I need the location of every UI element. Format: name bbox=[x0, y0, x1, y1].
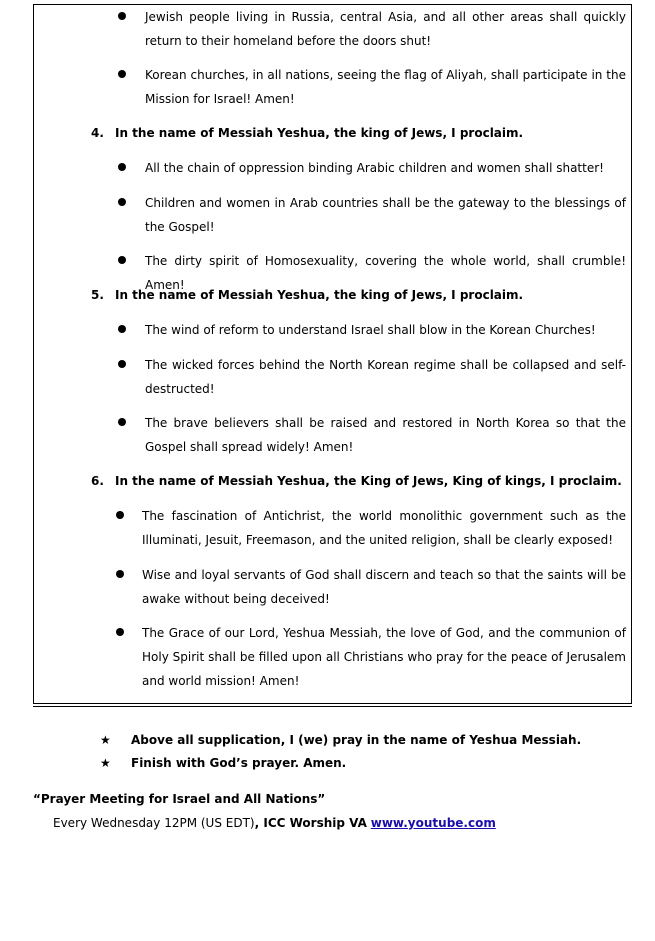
meeting-schedule: Every Wednesday 12PM (US EDT) bbox=[53, 816, 255, 830]
closing-text: Above all supplication, I (we) pray in the name of Yeshua Messiah. bbox=[131, 733, 582, 747]
prayer-bullet: The wicked forces behind the North Korean regime shall be collapsed and self-destructed! bbox=[145, 358, 626, 396]
closing-line bbox=[100, 730, 581, 750]
youtube-link[interactable]: www.youtube.com bbox=[370, 816, 496, 830]
section-number: 4. bbox=[91, 126, 104, 140]
section-number: 5. bbox=[91, 288, 104, 302]
bullet-dot bbox=[117, 324, 127, 334]
bullet-dot bbox=[117, 11, 127, 21]
bullet-dot bbox=[115, 510, 125, 520]
prayer-bullet: The fascination of Antichrist, the world monolithic government such as the Illuminati, Jesuit, Freemason, and the united religion, shall be clearly exposed! bbox=[142, 509, 626, 547]
prayer-bullet: The dirty spirit of Homosexuality, covering the whole world, shall crumble! Amen! bbox=[145, 254, 626, 292]
section-heading-text: In the name of Messiah Yeshua, the king of Jews, I proclaim. bbox=[115, 126, 524, 140]
section-heading-text: In the name of Messiah Yeshua, the King of Jews, King of kings, I proclaim. bbox=[115, 474, 622, 488]
bullet-dot bbox=[117, 255, 127, 265]
bullet-dot bbox=[117, 197, 127, 207]
bullet-dot bbox=[115, 627, 125, 637]
section-number: 6. bbox=[91, 474, 104, 488]
prayer-bullet: All the chain of oppression binding Arabic children and women shall shatter! bbox=[145, 161, 604, 175]
section-heading-5 bbox=[91, 285, 523, 305]
divider-line bbox=[33, 706, 632, 707]
meeting-title: “Prayer Meeting for Israel and All Nations” bbox=[33, 792, 326, 806]
bullet-dot bbox=[117, 69, 127, 79]
bullet-dot bbox=[115, 569, 125, 579]
bullet-dot bbox=[117, 162, 127, 172]
section-heading-6 bbox=[91, 471, 622, 491]
separator: , bbox=[254, 816, 264, 830]
prayer-bullet: Korean churches, in all nations, seeing the flag of Aliyah, shall participate in the Mission for Israel! Amen! bbox=[145, 68, 626, 106]
closing-text: Finish with God’s prayer. Amen. bbox=[131, 756, 347, 770]
bullet-dot bbox=[117, 359, 127, 369]
prayer-bullet: Jewish people living in Russia, central Asia, and all other areas shall quickly return to their homeland before the doors shut! bbox=[145, 10, 626, 48]
meeting-venue: ICC Worship VA bbox=[263, 816, 367, 830]
prayer-bullet: The brave believers shall be raised and restored in North Korea so that the Gospel shall spread widely! Amen! bbox=[145, 416, 626, 454]
section-heading-text: In the name of Messiah Yeshua, the king of Jews, I proclaim. bbox=[115, 288, 524, 302]
star-icon: ★ bbox=[100, 733, 111, 747]
meeting-details bbox=[53, 813, 496, 833]
section-heading-4 bbox=[91, 123, 523, 143]
prayer-bullet: Children and women in Arab countries shall be the gateway to the blessings of the Gospel! bbox=[145, 196, 626, 234]
prayer-bullet: The Grace of our Lord, Yeshua Messiah, the love of God, and the communion of Holy Spirit shall be filled upon all Christians who pray for the peace of Jerusalem and world mission! Amen! bbox=[142, 626, 626, 688]
bullet-dot bbox=[117, 417, 127, 427]
closing-line bbox=[100, 753, 346, 773]
prayer-bullet: Wise and loyal servants of God shall discern and teach so that the saints will be awake without being deceived! bbox=[142, 568, 626, 606]
star-icon: ★ bbox=[100, 756, 111, 770]
prayer-bullet: The wind of reform to understand Israel shall blow in the Korean Churches! bbox=[145, 323, 596, 337]
